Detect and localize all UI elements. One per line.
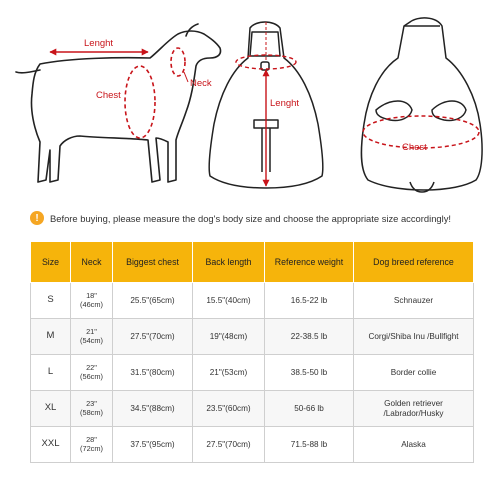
- cell-size: XXL: [31, 427, 71, 463]
- cell-neck: [71, 355, 113, 391]
- cell-weight: 50-66 lb: [265, 391, 354, 427]
- cell-weight: 38.5-50 lb: [265, 355, 354, 391]
- cell-chest: 27.5"(70cm): [113, 319, 193, 355]
- table-row: [31, 283, 474, 319]
- notice-text: Before buying, please measure the dog's body size and choose the appropriate size accordingly!: [50, 212, 451, 224]
- header-reference-weight: Reference weight: [265, 242, 354, 283]
- cell-size: S: [31, 283, 71, 319]
- cell-breed: Alaska: [354, 427, 474, 463]
- cell-size: L: [31, 355, 71, 391]
- neck-inches: 18": [86, 290, 97, 300]
- cell-breed: Border collie: [354, 355, 474, 391]
- dog-length-arrow: [50, 38, 148, 52]
- cell-chest: 31.5"(80cm): [113, 355, 193, 391]
- raincoat-chest-marker: [363, 116, 479, 153]
- table-row: [31, 355, 474, 391]
- table-row: [31, 391, 474, 427]
- cell-neck: [71, 283, 113, 319]
- raincoat-chest-label: Chest: [402, 142, 427, 153]
- measurement-illustration: [0, 0, 500, 200]
- raincoat-underside-view: [361, 18, 482, 192]
- dog-chest-label: Chest: [96, 90, 121, 101]
- header-back-length: Back length: [193, 242, 265, 283]
- raincoat-length-label: Lenght: [270, 98, 300, 109]
- dog-outline: [16, 24, 221, 182]
- cell-chest: 34.5"(88cm): [113, 391, 193, 427]
- header-neck: Neck: [71, 242, 113, 283]
- cell-back-length: 15.5"(40cm): [193, 283, 265, 319]
- neck-cm: (58cm): [80, 407, 103, 417]
- cell-breed: Corgi/Shiba Inu /Bullfight: [354, 319, 474, 355]
- neck-inches: 23": [86, 398, 97, 408]
- cell-chest: 37.5"(95cm): [113, 427, 193, 463]
- dog-length-label: Lenght: [84, 38, 114, 49]
- neck-cm: (54cm): [80, 335, 103, 345]
- cell-chest: 25.5"(65cm): [113, 283, 193, 319]
- neck-cm: (72cm): [80, 443, 103, 453]
- cell-weight: 71.5-88 lb: [265, 427, 354, 463]
- cell-weight: 16.5-22 lb: [265, 283, 354, 319]
- cell-back-length: 21"(53cm): [193, 355, 265, 391]
- header-biggest-chest: Biggest chest: [113, 242, 193, 283]
- dog-neck-label: Neck: [190, 78, 212, 89]
- table-row: [31, 427, 474, 463]
- cell-neck: [71, 427, 113, 463]
- cell-back-length: 27.5"(70cm): [193, 427, 265, 463]
- cell-size: M: [31, 319, 71, 355]
- cell-breed: Golden retriever /Labrador/Husky: [354, 391, 474, 427]
- size-chart-table: [30, 241, 474, 463]
- table-row: [31, 319, 474, 355]
- dog-chest-marker: [96, 66, 155, 138]
- sizing-notice: [30, 210, 490, 226]
- cell-neck: [71, 319, 113, 355]
- neck-cm: (56cm): [80, 371, 103, 381]
- cell-breed: Schnauzer: [354, 283, 474, 319]
- cell-back-length: 23.5"(60cm): [193, 391, 265, 427]
- neck-cm: (46cm): [80, 299, 103, 309]
- cell-weight: 22-38.5 lb: [265, 319, 354, 355]
- table-header-row: [31, 242, 474, 283]
- cell-neck: [71, 391, 113, 427]
- header-dog-breed-reference: Dog breed reference: [354, 242, 474, 283]
- neck-inches: 21": [86, 326, 97, 336]
- neck-inches: 22": [86, 362, 97, 372]
- dog-neck-marker: [171, 48, 212, 89]
- warning-icon: !: [30, 211, 44, 225]
- cell-size: XL: [31, 391, 71, 427]
- header-size: Size: [31, 242, 71, 283]
- cell-back-length: 19"(48cm): [193, 319, 265, 355]
- neck-inches: 28": [86, 434, 97, 444]
